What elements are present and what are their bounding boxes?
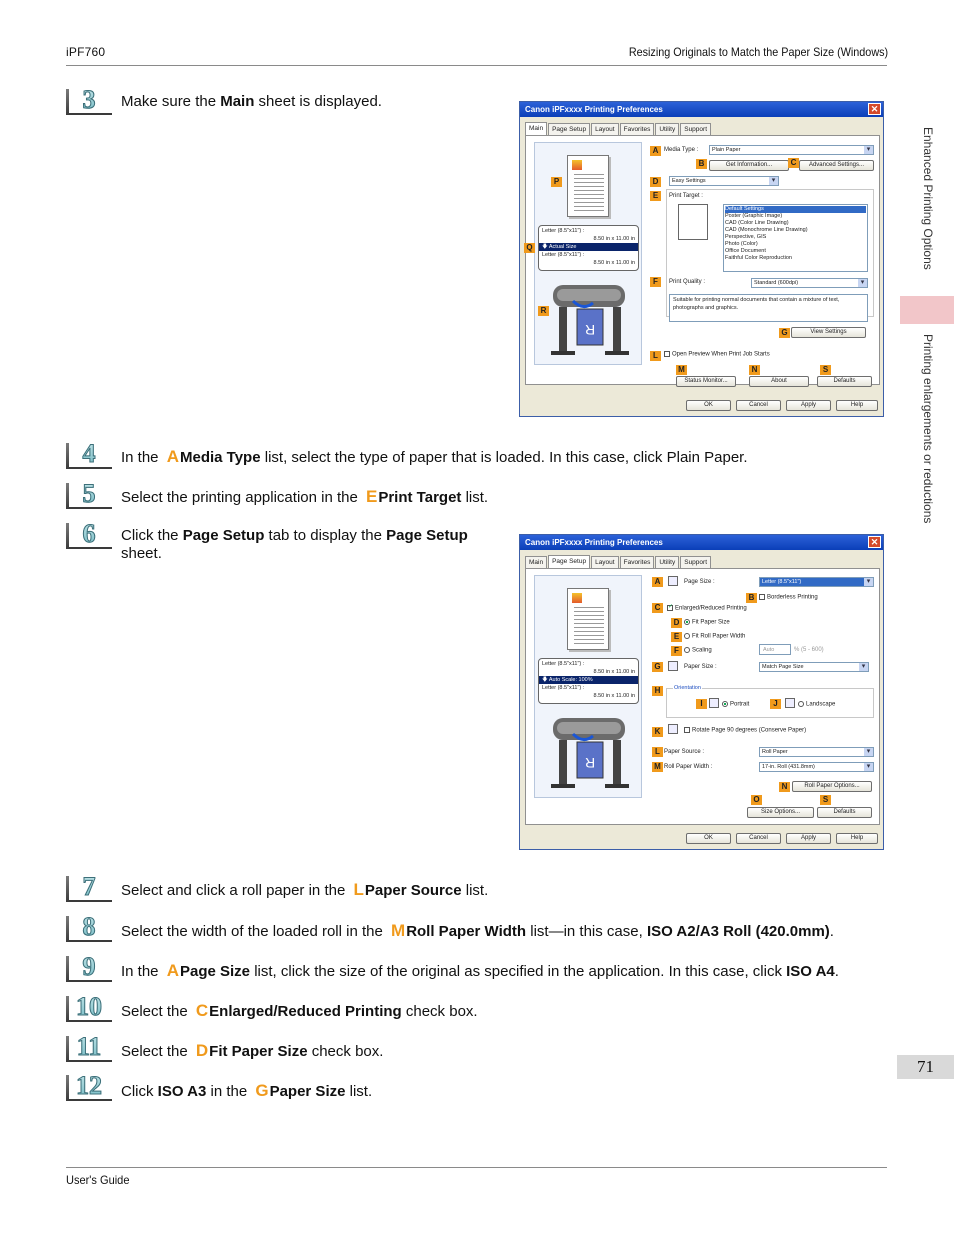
step-badge-10: 10 — [66, 996, 112, 1022]
callout-q: Q — [524, 243, 535, 253]
callout-n: N — [779, 782, 790, 792]
fit-paper-size-radio[interactable]: Fit Paper Size — [684, 619, 730, 626]
step-text-7: Select and click a roll paper in the LPaper Source list. — [121, 880, 489, 899]
cancel-button[interactable]: Cancel — [736, 400, 781, 411]
document-preview-icon — [567, 588, 609, 650]
scaling-radio[interactable]: Scaling — [684, 647, 712, 654]
step-text-8: Select the width of the loaded roll in the MRoll Paper Width list—in this case, ISO A2/A3 Roll (420.0mm). — [121, 921, 834, 940]
enlarged-reduced-checkbox[interactable]: ✓ Enlarged/Reduced Printing — [667, 605, 747, 612]
arrow-down-icon: 🡇 — [542, 677, 549, 683]
landscape-radio[interactable]: Landscape — [798, 701, 835, 708]
tab-page-setup[interactable]: Page Setup — [548, 555, 590, 568]
rotate-icon — [668, 724, 678, 734]
step-text-9: In the APage Size list, click the size of the original as specified in the application. In this case, click ISO A4. — [121, 961, 839, 980]
step-text-5: Select the printing application in the EPrint Target list. — [121, 487, 489, 506]
print-target-item[interactable]: Faithful Color Reproduction — [725, 255, 792, 261]
svg-text:R: R — [584, 322, 596, 338]
rotate-page-checkbox[interactable]: Rotate Page 90 degrees (Conserve Paper) — [684, 727, 806, 734]
advanced-settings-button[interactable]: Advanced Settings... — [799, 160, 874, 171]
media-type-select[interactable]: Plain Paper ▾ — [709, 145, 874, 155]
callout-j: J — [770, 699, 781, 709]
sidebar-marker — [900, 296, 954, 324]
print-target-item[interactable]: Office Document — [725, 248, 766, 254]
tab-support[interactable]: Support — [680, 123, 711, 135]
callout-c: C — [788, 158, 799, 168]
fit-roll-width-radio[interactable]: Fit Roll Paper Width — [684, 633, 745, 640]
paper-size-label: Paper Size : — [684, 664, 717, 670]
main-panel — [525, 135, 880, 385]
arrow-down-icon: 🡇 — [542, 244, 549, 250]
callout-e: E — [650, 191, 661, 201]
callout-s: S — [820, 795, 831, 805]
dialog-title-bar: Canon iPFxxxx Printing Preferences ✕ — [520, 535, 883, 550]
print-quality-select[interactable]: Standard (600dpi) ▾ — [751, 278, 868, 288]
sidebar-subsection-title: Printing enlargements or reductions — [921, 334, 935, 524]
scaling-range-label: % (5 - 600) — [794, 647, 824, 653]
tab-favorites[interactable]: Favorites — [620, 556, 655, 568]
close-icon[interactable]: ✕ — [868, 103, 881, 115]
step-badge-4: 4 — [66, 443, 112, 469]
print-target-preview-icon — [678, 204, 708, 240]
callout-d: D — [671, 618, 682, 628]
page-size-label: Page Size : — [684, 579, 715, 585]
svg-text:R: R — [584, 755, 596, 771]
scaling-input[interactable]: Auto — [759, 644, 791, 655]
callout-b: B — [746, 593, 757, 603]
printing-preferences-dialog-main — [519, 101, 884, 417]
page-icon — [668, 576, 678, 586]
help-button[interactable]: Help — [836, 400, 878, 411]
callout-g: G — [652, 662, 663, 672]
print-target-item[interactable]: CAD (Monochrome Line Drawing) — [725, 227, 808, 233]
defaults-button[interactable]: Defaults — [817, 807, 872, 818]
paper-icon — [668, 661, 678, 671]
about-button[interactable]: About — [749, 376, 809, 387]
callout-g: G — [779, 328, 790, 338]
callout-a: A — [652, 577, 663, 587]
step-badge-5: 5 — [66, 483, 112, 509]
print-target-label: Print Target : — [669, 193, 703, 199]
orientation-group: Orientation — [666, 688, 874, 718]
printer-illustration-icon — [543, 275, 635, 363]
callout-k: K — [652, 727, 663, 737]
preview-area — [534, 575, 642, 798]
cancel-button[interactable]: Cancel — [736, 833, 781, 844]
callout-b: B — [696, 159, 707, 169]
tab-layout[interactable]: Layout — [591, 123, 619, 135]
paper-size-select[interactable]: Match Page Size ▾ — [759, 662, 869, 672]
document-preview-icon — [567, 155, 609, 217]
size-info-box: Letter (8.5"x11") : 8.50 in x 11.00 in 🡇 Actual Size Letter (8.5"x11") : 8.50 in x 11.00 in — [538, 225, 639, 271]
apply-button[interactable]: Apply — [786, 833, 831, 844]
callout-e: E — [671, 632, 682, 642]
page-number: 71 — [897, 1055, 954, 1079]
ok-button[interactable]: OK — [686, 833, 731, 844]
step-badge-8: 8 — [66, 916, 112, 942]
printer-illustration-icon — [543, 708, 635, 796]
status-monitor-button[interactable]: Status Monitor... — [676, 376, 736, 387]
roll-paper-width-select[interactable]: 17-in. Roll (431.8mm) ▾ — [759, 762, 874, 772]
tab-support[interactable]: Support — [680, 556, 711, 568]
step-text-11: Select the DFit Paper Size check box. — [121, 1041, 384, 1060]
ok-button[interactable]: OK — [686, 400, 731, 411]
step-text-3: Make sure the Main sheet is displayed. — [121, 93, 382, 110]
callout-r: R — [538, 306, 549, 316]
callout-h: H — [652, 686, 663, 696]
print-target-list[interactable] — [723, 204, 868, 272]
header-rule — [66, 65, 887, 66]
borderless-checkbox[interactable]: Borderless Printing — [759, 594, 818, 601]
preview-area — [534, 142, 642, 365]
print-target-item[interactable]: CAD (Color Line Drawing) — [725, 220, 789, 226]
size-options-button[interactable]: Size Options... — [747, 807, 814, 818]
callout-d: D — [650, 177, 661, 187]
step-text-6: Click the Page Setup tab to display the Page Setup sheet. — [121, 527, 468, 562]
callout-f: F — [650, 277, 661, 287]
callout-a: A — [650, 146, 661, 156]
step-badge-12: 12 — [66, 1075, 112, 1101]
footer-rule — [66, 1167, 887, 1168]
callout-p: P — [551, 177, 562, 187]
portrait-icon — [709, 698, 719, 708]
apply-button[interactable]: Apply — [786, 400, 831, 411]
callout-c: C — [652, 603, 663, 613]
paper-source-label: Paper Source : — [664, 749, 705, 755]
portrait-radio[interactable]: Portrait — [722, 701, 749, 708]
callout-m: M — [652, 762, 663, 772]
print-target-item[interactable]: Poster (Graphic Image) — [725, 213, 783, 219]
print-target-item[interactable]: Photo (Color) — [725, 241, 758, 247]
roll-paper-width-label: Roll Paper Width : — [664, 764, 713, 770]
easy-settings-select[interactable]: Easy Settings ▾ — [669, 176, 779, 186]
callout-n: N — [749, 365, 760, 375]
dialog-title-bar: Canon iPFxxxx Printing Preferences ✕ — [520, 102, 883, 117]
callout-s: S — [820, 365, 831, 375]
page-setup-panel — [525, 568, 880, 825]
step-badge-11: 11 — [66, 1036, 112, 1062]
step-text-4: In the AMedia Type list, select the type of paper that is loaded. In this case, click Plain Paper. — [121, 447, 748, 466]
tab-main[interactable]: Main — [525, 556, 547, 568]
callout-f: F — [671, 646, 682, 656]
tab-utility[interactable]: Utility — [655, 556, 679, 568]
help-button[interactable]: Help — [836, 833, 878, 844]
callout-o: O — [751, 795, 762, 805]
printing-preferences-dialog-page-setup — [519, 534, 884, 850]
close-icon[interactable]: ✕ — [868, 536, 881, 548]
tab-page-setup[interactable]: Page Setup — [548, 123, 590, 135]
roll-paper-options-button[interactable]: Roll Paper Options... — [792, 781, 872, 792]
step-badge-6: 6 — [66, 523, 112, 549]
callout-l: L — [652, 747, 663, 757]
step-badge-7: 7 — [66, 876, 112, 902]
description-box: Suitable for printing normal documents that contain a mixture of text, photographs and graphics. — [669, 294, 868, 322]
step-text-12: Click ISO A3 in the GPaper Size list. — [121, 1081, 373, 1100]
tab-layout[interactable]: Layout — [591, 556, 619, 568]
view-settings-button[interactable]: View Settings — [791, 327, 866, 338]
paper-source-select[interactable]: Roll Paper ▾ — [759, 747, 874, 757]
tab-utility[interactable]: Utility — [655, 123, 679, 135]
sidebar-section-title: Enhanced Printing Options — [921, 127, 935, 270]
header-model: iPF760 — [66, 45, 106, 59]
defaults-button[interactable]: Defaults — [817, 376, 872, 387]
step-text-10: Select the CEnlarged/Reduced Printing check box. — [121, 1001, 478, 1020]
page-size-select[interactable]: Letter (8.5"x11") ▾ — [759, 577, 874, 587]
print-target-item[interactable]: Perspective, GIS — [725, 234, 767, 240]
landscape-icon — [785, 698, 795, 708]
header-title: Resizing Originals to Match the Paper Size (Windows) — [628, 45, 888, 59]
size-info-box: Letter (8.5"x11") : 8.50 in x 11.00 in 🡇 Auto Scale: 100% Letter (8.5"x11") : 8.50 in x 11.00 in — [538, 658, 639, 704]
callout-l: L — [650, 351, 661, 361]
step-badge-3: 3 — [66, 89, 112, 115]
step-badge-9: 9 — [66, 956, 112, 982]
open-preview-checkbox[interactable]: Open Preview When Print Job Starts — [664, 351, 770, 358]
tab-favorites[interactable]: Favorites — [620, 123, 655, 135]
footer-guide: User's Guide — [66, 1173, 130, 1187]
tab-main[interactable]: Main — [525, 122, 547, 135]
media-type-label: Media Type : — [664, 147, 699, 153]
callout-i: I — [696, 699, 707, 709]
get-information-button[interactable]: Get Information... — [709, 160, 789, 171]
print-quality-label: Print Quality : — [669, 279, 706, 285]
print-target-item[interactable]: Default Settings — [725, 206, 866, 213]
callout-m: M — [676, 365, 687, 375]
